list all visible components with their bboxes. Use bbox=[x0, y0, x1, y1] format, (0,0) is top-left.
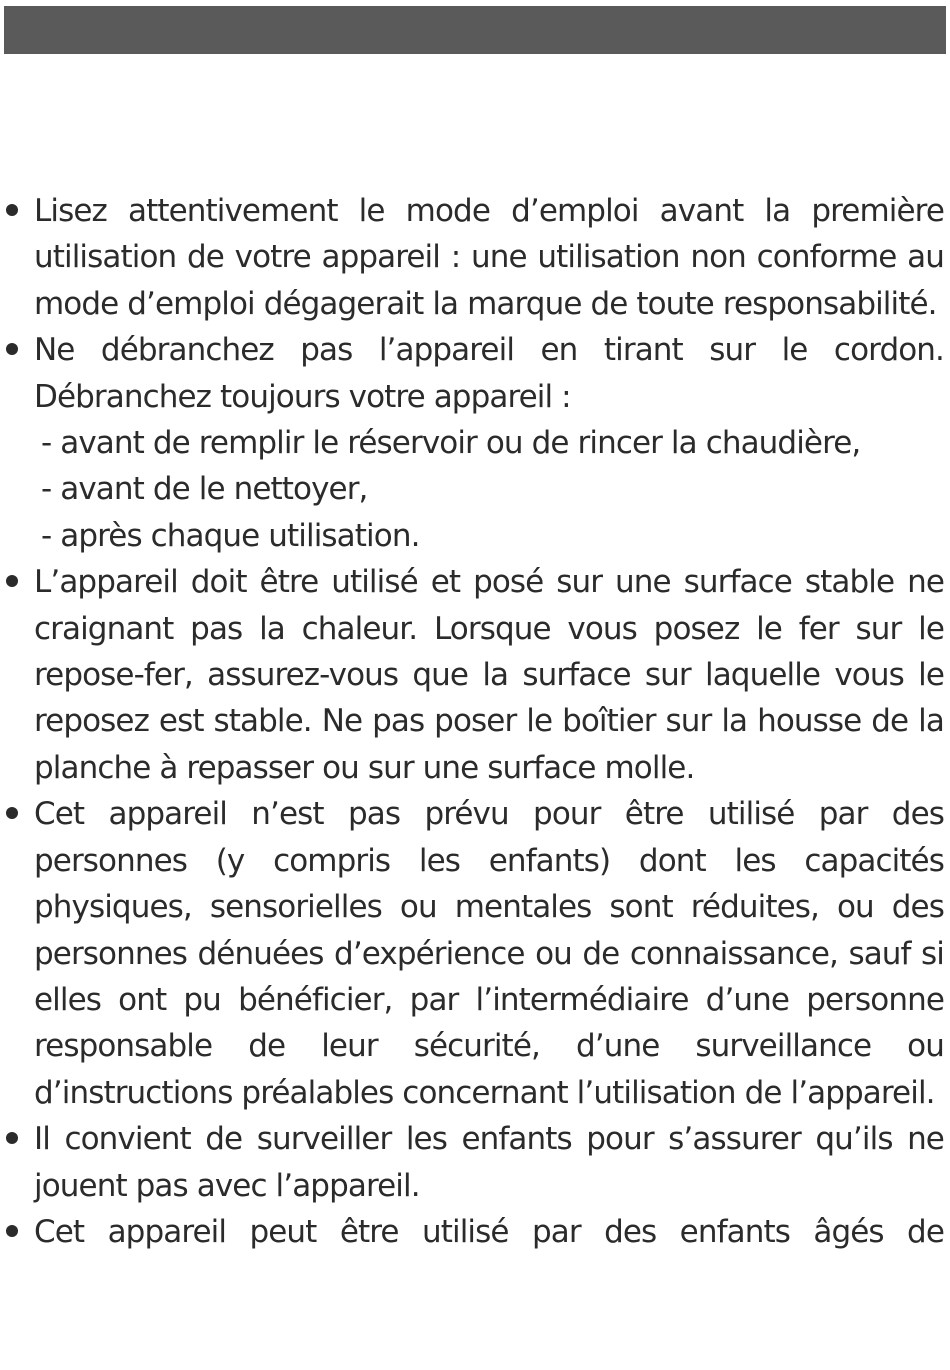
sub-list-item: - avant de le nettoyer, bbox=[41, 471, 368, 508]
bullet-icon bbox=[6, 343, 18, 355]
bullet-icon bbox=[6, 807, 18, 819]
sub-list-item: - après chaque utilisation. bbox=[41, 517, 420, 554]
list-item bbox=[0, 188, 944, 327]
paragraph-text: L’appareil doit être utilisé et posé sur une surface stable ne craignant pas la chaleur. Lorsque vous posez le fer sur le repose-fer, assurez-vous que la surface sur laquelle vous le reposez est stable. Ne pas poser le boîtier sur la housse de la planche à repasser ou sur une surface molle. bbox=[34, 564, 944, 786]
header-bar bbox=[4, 6, 946, 54]
bullet-icon bbox=[6, 204, 18, 216]
list-item bbox=[0, 327, 944, 559]
list-item bbox=[0, 1209, 944, 1255]
list-item bbox=[0, 559, 944, 791]
sub-list-item: - avant de remplir le réservoir ou de rincer la chaudière, bbox=[41, 425, 861, 462]
paragraph-text: Ne débranchez pas l’appareil en tirant sur le cordon. Débranchez toujours votre appareil : bbox=[34, 332, 944, 415]
bullet-icon bbox=[6, 1225, 18, 1237]
list-item bbox=[0, 791, 944, 1116]
safety-instructions bbox=[0, 188, 944, 1255]
list-item bbox=[0, 1116, 944, 1209]
paragraph-text: Lisez attentivement le mode d’emploi avant la première utilisation de votre appareil : une utilisation non conforme au mode d’emploi dégagerait la marque de toute responsabilité. bbox=[34, 193, 944, 322]
paragraph-text: Cet appareil peut être utilisé par des enfants âgés de bbox=[34, 1213, 944, 1250]
paragraph-text: Cet appareil n’est pas prévu pour être utilisé par des personnes (y compris les enfants) dont les capacités physiques, sensorielles ou mentales sont réduites, ou des personnes dénuées d’expérience ou de connaissance, sauf si elles ont pu bénéficier, par l’intermédiaire d’une personne responsable de leur sécurité, d’une surveillance ou d’instructions préalables concernant l’utilisation de l’appareil. bbox=[34, 796, 944, 1111]
paragraph-text: Il convient de surveiller les enfants pour s’assurer qu’ils ne jouent pas avec l’appareil. bbox=[34, 1121, 944, 1204]
bullet-icon bbox=[6, 575, 18, 587]
bullet-icon bbox=[6, 1132, 18, 1144]
